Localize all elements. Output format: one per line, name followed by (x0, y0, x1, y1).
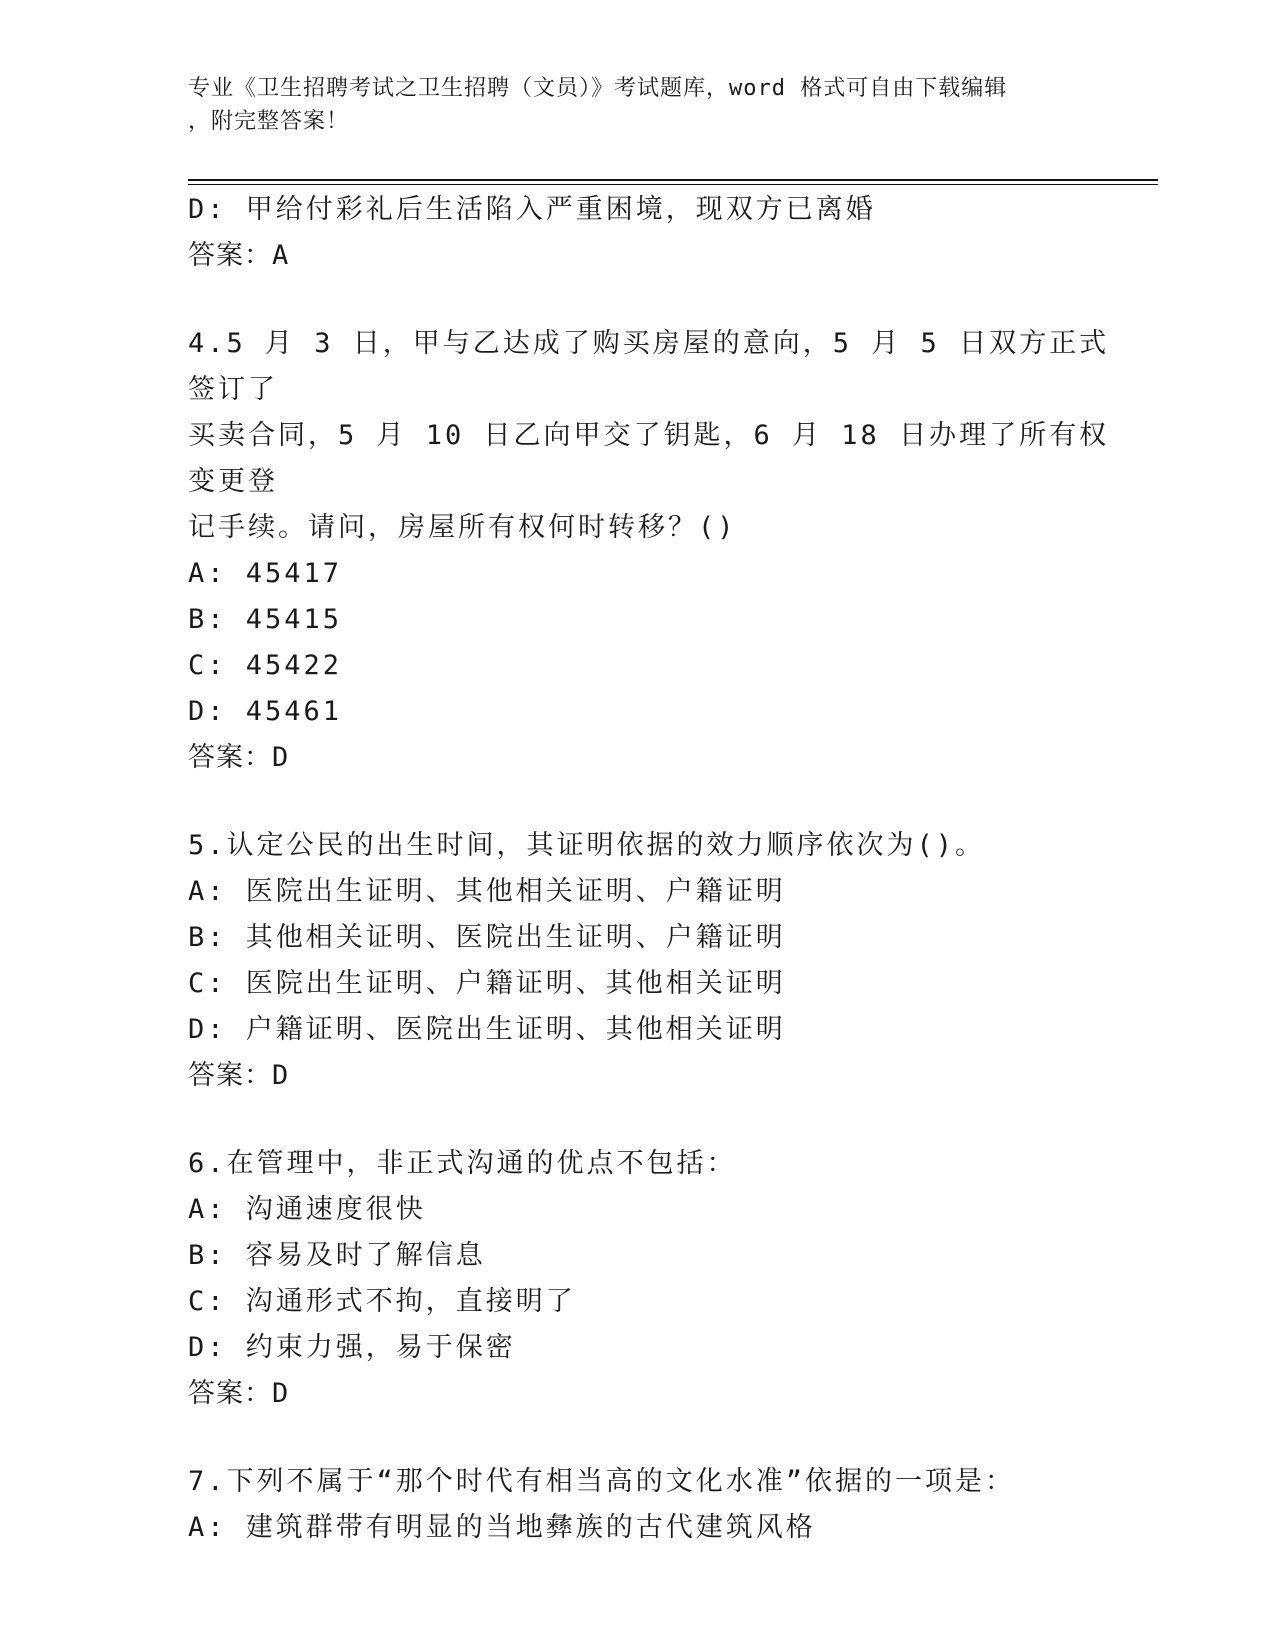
option-d: D: 约束力强，易于保密 (188, 1332, 516, 1363)
option-a: A: 医院出生证明、其他相关证明、户籍证明 (188, 876, 786, 907)
option-a: A: 建筑群带有明显的当地彝族的古代建筑风格 (188, 1512, 816, 1543)
question-5 (188, 823, 1118, 1099)
option-d: D: 45461 (188, 696, 343, 727)
question-3-tail (188, 187, 1118, 279)
header-line-1: 专业《卫生招聘考试之卫生招聘（文员）》考试题库，word 格式可自由下载编辑 (188, 76, 1008, 101)
question-stem-line: 4.5 月 3 日，甲与乙达成了购买房屋的意向，5 月 5 日双方正式签订了 (188, 328, 1110, 405)
question-7 (188, 1459, 1118, 1551)
option-c: C: 医院出生证明、户籍证明、其他相关证明 (188, 968, 786, 999)
option-b: B: 其他相关证明、医院出生证明、户籍证明 (188, 922, 786, 953)
answer: 答案：A (188, 240, 290, 271)
answer: 答案：D (188, 1378, 290, 1409)
answer: 答案：D (188, 742, 290, 773)
question-stem: 7.下列不属于“那个时代有相当高的文化水准”依据的一项是： (188, 1466, 1016, 1497)
header-divider-thick (188, 179, 1158, 181)
option-b: B: 45415 (188, 604, 343, 635)
question-stem: 6.在管理中，非正式沟通的优点不包括： (188, 1148, 737, 1179)
question-stem-line: 记手续。请问，房屋所有权何时转移？() (188, 512, 737, 543)
option-c: C: 45422 (188, 650, 343, 681)
option-a: A: 45417 (188, 558, 343, 589)
question-stem: 5.认定公民的出生时间，其证明依据的效力顺序依次为()。 (188, 830, 986, 861)
header-divider-thin (188, 184, 1158, 185)
question-list (188, 187, 1118, 1551)
option-d: D: 户籍证明、医院出生证明、其他相关证明 (188, 1014, 786, 1045)
header-line-2: ，附完整答案！ (188, 109, 350, 134)
option-c: C: 沟通形式不拘，直接明了 (188, 1286, 576, 1317)
option-a: A: 沟通速度很快 (188, 1194, 426, 1225)
header-note (188, 72, 1068, 138)
question-6 (188, 1141, 1118, 1417)
option-b: B: 容易及时了解信息 (188, 1240, 486, 1271)
question-stem-line: 买卖合同，5 月 10 日乙向甲交了钥匙，6 月 18 日办理了所有权变更登 (188, 420, 1110, 497)
answer: 答案：D (188, 1060, 290, 1091)
question-4 (188, 321, 1118, 781)
option-d: D: 甲给付彩礼后生活陷入严重困境，现双方已离婚 (188, 194, 876, 225)
